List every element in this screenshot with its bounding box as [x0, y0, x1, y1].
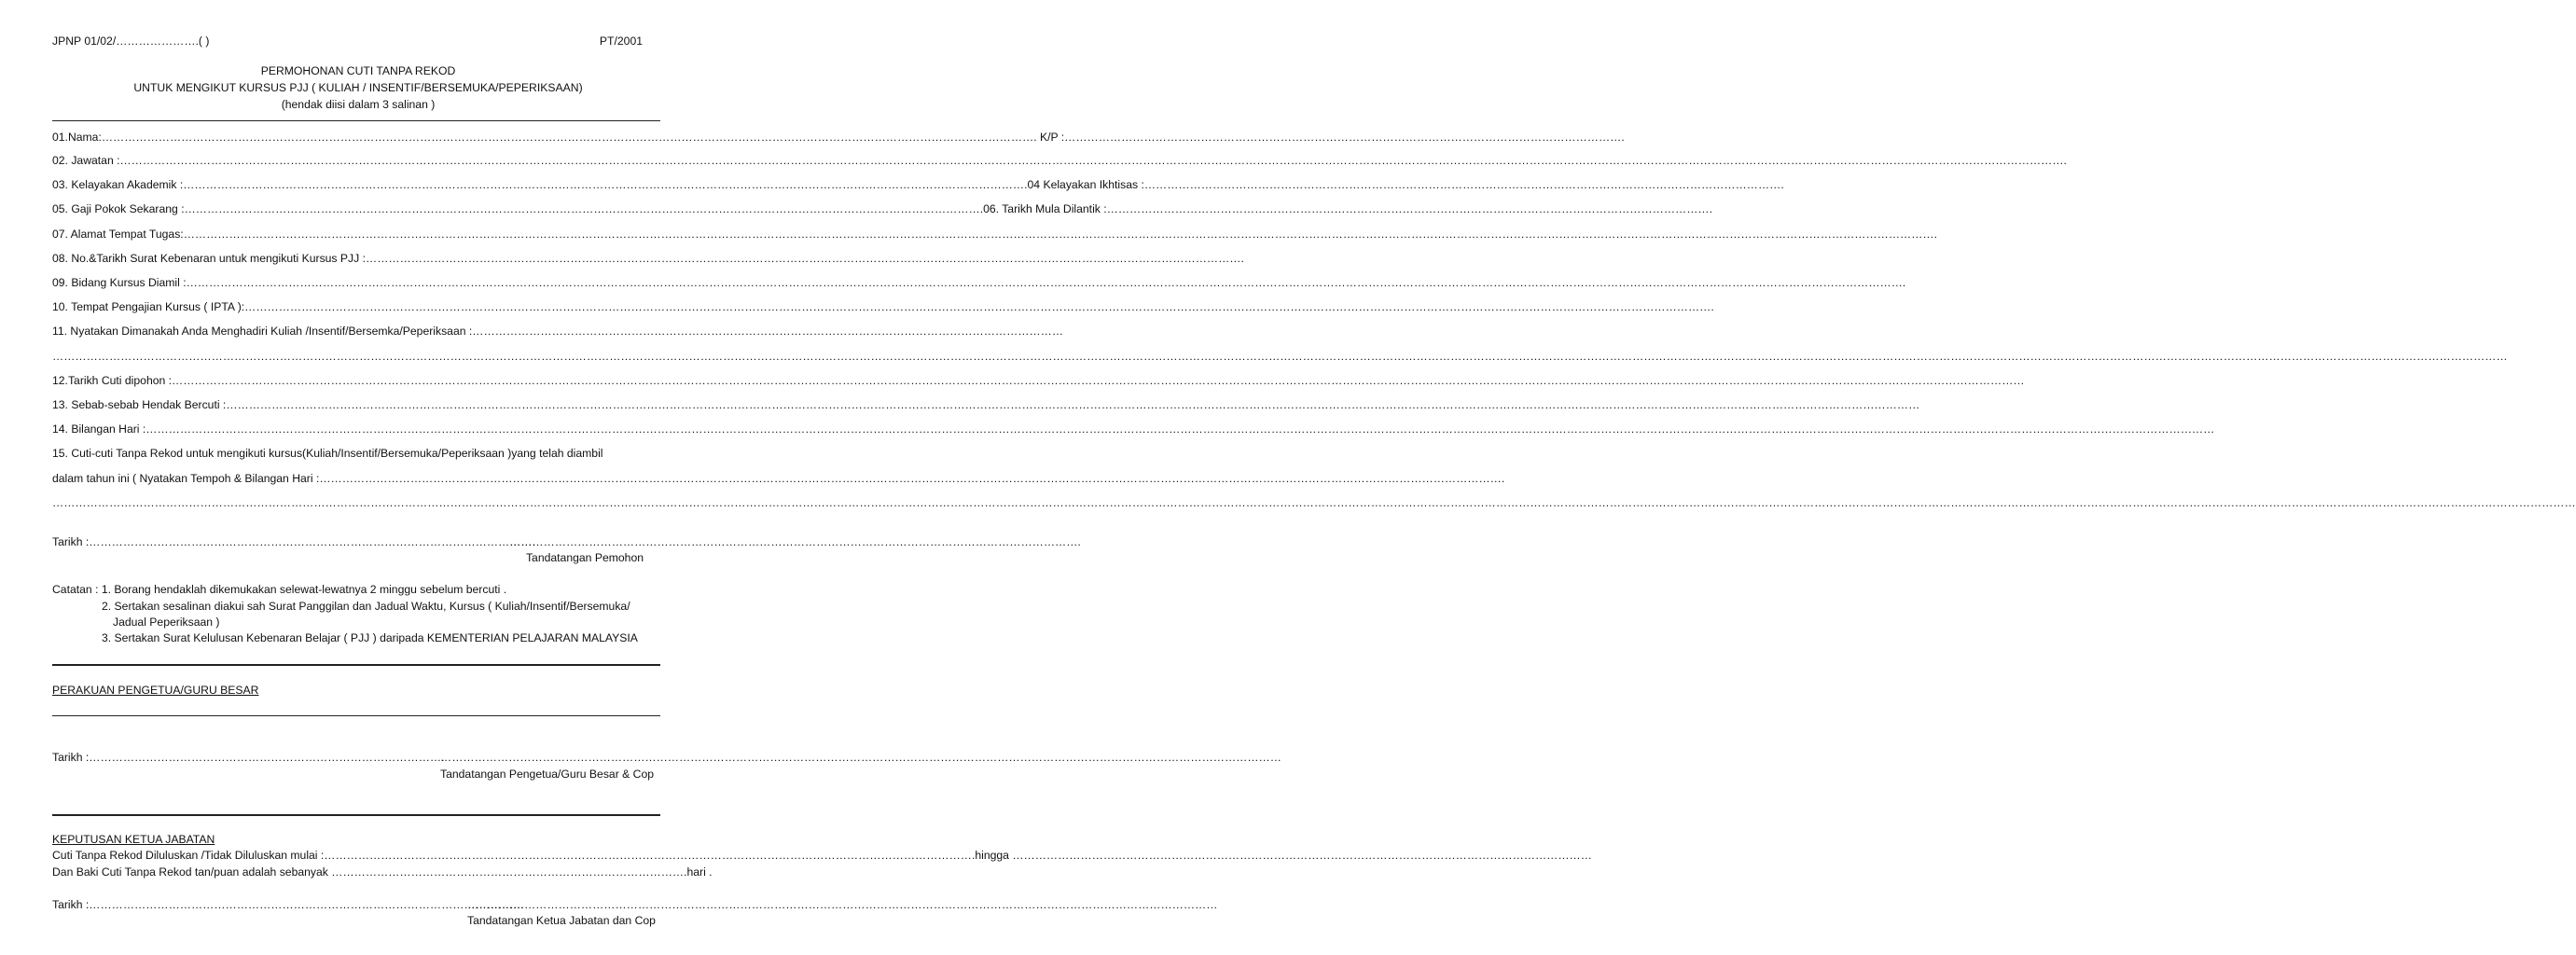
note-3: 3. Sertakan Surat Kelulusan Kebenaran Belajar ( PJJ ) daripada KEMENTERIAN PELAJARAN MALAYSIA	[102, 631, 638, 644]
form-reference-number: JPNP 01/02/………………….( )	[52, 35, 210, 48]
field-attendance-location-continued[interactable]: ………………………………………………………………………………………………………………………………………………………………………………………………………………………………………………………………………………………………………………………………………………………………………………………………………………………………………………………………………………………………………………………………………………………………………………………………	[52, 350, 2508, 363]
field-attendance-location[interactable]: 11. Nyatakan Dimanakah Anda Menghadiri Kuliah /Insentif/Bersemka/Peperiksaan :…………………………………………………………………………………………………………………………………………	[52, 325, 1064, 338]
note-2-continued: Jadual Peperiksaan )	[113, 616, 220, 629]
field-study-place[interactable]: 10. Tempat Pengajian Kursus ( IPTA ):……………………………………………………………………………………………………………………………………………………………………………………………………………………………………………………………………………………………………………………………………………………….	[52, 300, 1714, 313]
applicant-date-field[interactable]: Tarikh :……………………………………………………………………………………………………….	[52, 535, 535, 548]
form-title: PERMOHONAN CUTI TANPA REKOD	[260, 64, 456, 77]
principal-divider	[52, 715, 660, 716]
field-previous-leave-continued[interactable]: ………………………………………………………………………………………………………………………………………………………………………………………………………………………………………………………………………………………………………………………………………………………………………………………………………………………………………………………………………………………………………………………………………………………………………………………………………………	[52, 496, 2576, 509]
form-code: PT/2001	[599, 35, 643, 48]
leave-balance-field[interactable]: Dan Baki Cuti Tanpa Rekod tan/puan adalah sebanyak ………………………………………………………………………………….hari .	[52, 865, 713, 879]
field-leave-reason[interactable]: 13. Sebab-sebab Hendak Bercuti :……………………………………………………………………………………………………………………………………………………………………………………………………………………………………………………………………………………………………………………………………………………………………………………………………………	[52, 398, 1920, 411]
principal-signature-line[interactable]: ……………………………………………………………………………………………………………………………………………………………………………………………………	[440, 751, 1281, 764]
form-subtitle: UNTUK MENGIKUT KURSUS PJJ ( KULIAH / INSENTIF/BERSEMUKA/PEPERIKSAAN)	[133, 81, 583, 94]
note-2: 2. Sertakan sesalinan diakui sah Surat Panggilan dan Jadual Waktu, Kursus ( Kuliah/Insentif/Bersemuka/	[102, 600, 630, 613]
field-previous-leave-period[interactable]: dalam tahun ini ( Nyatakan Tempoh & Bilangan Hari :…………………………………………………………………………………………………………………………………………………………………………………………………………………………………………………………………………………….	[52, 472, 1505, 485]
section-divider-2	[52, 814, 660, 816]
field-previous-leave: 15. Cuti-cuti Tanpa Rekod untuk mengikuti kursus(Kuliah/Insentif/Bersemuka/Peperiksaan )yang telah diambil	[52, 447, 603, 460]
field-salary-appointment-date[interactable]: 05. Gaji Pokok Sekarang :………………………………………………………………………………………………………………………………………………………………………………………….06. Tarikh Mula Dilantik :…………………………………………………………………………………………………………………………………………….	[52, 202, 1712, 215]
approval-period-field[interactable]: Cuti Tanpa Rekod Diluluskan /Tidak Diluluskan mulai :……………………………………………………………………………………………………………………………………………………….hingga ………………………………………………………………………………………………………………………………………	[52, 849, 1592, 862]
field-name-ic[interactable]: 01.Nama:…………………………………………………………………………………………………………………………………………………………………………………………………………………………. K/P :………………………………………………………………………………………………………………………………….	[52, 131, 1625, 144]
field-number-of-days[interactable]: 14. Bilangan Hari :……………………………………………………………………………………………………………………………………………………………………………………………………………………………………………………………………………………………………………………………………………………………………………………………………………………………………………………………………………………………………	[52, 422, 2215, 436]
field-course-area[interactable]: 09. Bidang Kursus Diamil :………………………………………………………………………………………………………………………………………………………………………………………………………………………………………………………………………………………………………………………………………………………………………………………………………………….	[52, 276, 1906, 289]
field-leave-date[interactable]: 12.Tarikh Cuti dipohon :…………………………………………………………………………………………………………………………………………………………………………………………………………………………………………………………………………………………………………………………………………………………………………………………………………………………………………………	[52, 374, 2025, 387]
principal-section-heading: PERAKUAN PENGETUA/GURU BESAR	[52, 684, 259, 697]
field-permission-letter[interactable]: 08. No.&Tarikh Surat Kebenaran untuk mengikuti Kursus PJJ :…………………………………………………………………………………………………………………………………………………………………………………………………………….	[52, 252, 1244, 265]
field-work-address[interactable]: 07. Alamat Tempat Tugas:………………………………………………………………………………………………………………………………………………………………………………………………………………………………………………………………………………………………………………………………………………………………………………………………………………………….	[52, 228, 1937, 241]
note-1: Catatan : 1. Borang hendaklah dikemukakan selewat-lewatnya 2 minggu sebelum bercuti .	[52, 583, 507, 596]
principal-signature-label: Tandatangan Pengetua/Guru Besar & Cop	[440, 768, 655, 781]
header-rule	[52, 120, 660, 121]
form-instruction: (hendak diisi dalam 3 salinan )	[281, 98, 436, 111]
head-signature-line[interactable]: ………………………………………………………………………………………………………………………………………………………………………………	[467, 898, 1218, 911]
field-position[interactable]: 02. Jawatan :……………………………………………………………………………………………………………………………………………………………………………………………………………………………………………………………………………………………………………………………………………………………………………………………………………………………………………………………………….	[52, 154, 2067, 167]
head-date-field[interactable]: Tarikh :…………………………………………………………………………………………………….	[52, 898, 524, 911]
applicant-signature-label: Tandatangan Pemohon	[525, 551, 644, 564]
section-divider-1	[52, 664, 660, 666]
principal-date-field[interactable]: Tarikh :………………………………………………………………………………….	[52, 751, 445, 764]
head-decision-heading: KEPUTUSAN KETUA JABATAN	[52, 833, 215, 846]
field-qualifications[interactable]: 03. Kelayakan Akademik :…………………………………………………………………………………………………………………………………………………………………………………………………….04 Kelayakan Ikhtisas :…………………………………………………………………………………………………………………………………………………….	[52, 178, 1784, 191]
head-signature-label: Tandatangan Ketua Jabatan dan Cop	[467, 914, 656, 927]
applicant-signature-line[interactable]: …………………………………………………………………………………………………………………………………….	[509, 535, 1081, 548]
